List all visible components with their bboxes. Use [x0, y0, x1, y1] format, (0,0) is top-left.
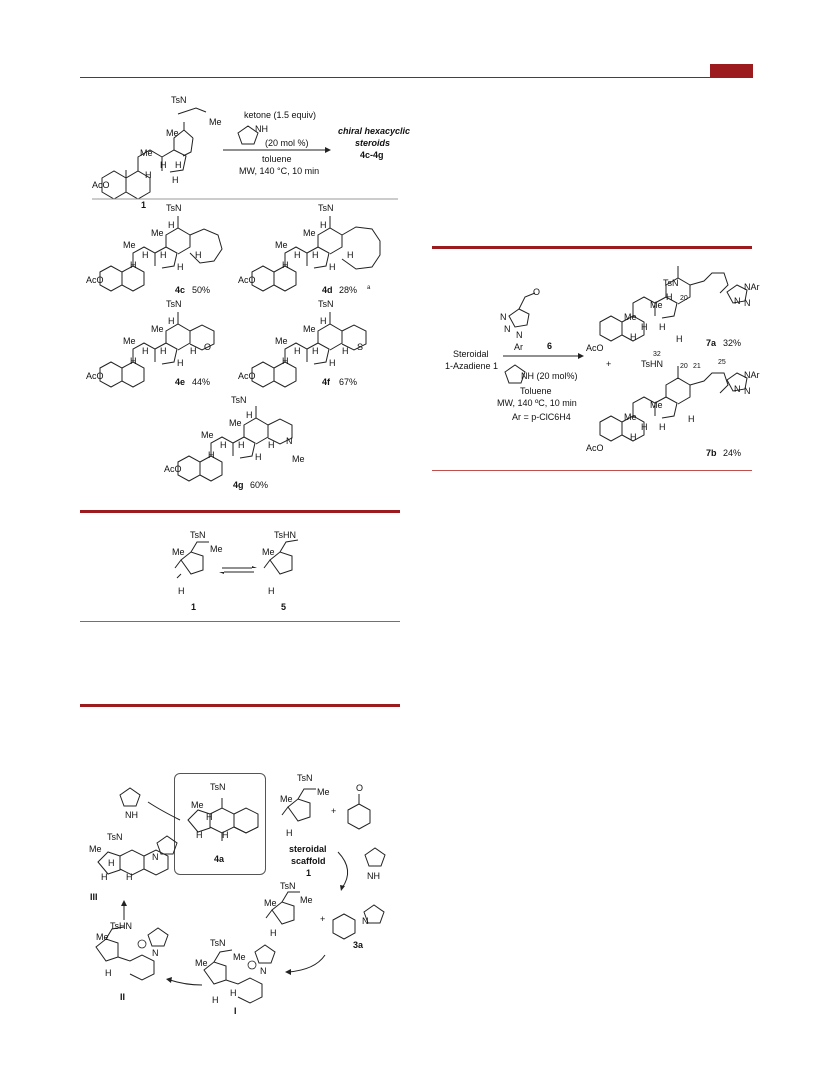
plus-sign: + [320, 914, 326, 924]
n-atom: N [362, 916, 369, 926]
ar-atom: Ar [514, 342, 523, 352]
catalyst-amount: (20 mol %) [265, 138, 309, 148]
me-atom: Me [303, 228, 316, 238]
h-atom: H [105, 968, 112, 978]
h-atom: H [178, 586, 185, 596]
h-atom: H [320, 220, 327, 230]
tsn-atom: TsN [280, 881, 296, 891]
h-atom: H [142, 346, 149, 356]
product-yield-4e: 44% [192, 377, 211, 387]
enamine-label: 3a [353, 940, 364, 950]
scaffold-label: 1 [306, 868, 312, 878]
nh-atom: NH [255, 124, 268, 134]
me-atom: Me [201, 430, 214, 440]
h-atom: H [108, 858, 115, 868]
cyclohexanone-ring [348, 804, 370, 829]
aco-atom: AcO [586, 343, 604, 353]
h-atom: H [666, 292, 673, 302]
aco-atom: AcO [86, 371, 104, 381]
start-material-line1: Steroidal [453, 349, 489, 359]
h-atom: H [641, 322, 648, 332]
locant-25: 25 [718, 359, 726, 366]
tautomer-label-1: 1 [191, 602, 197, 612]
h-atom: H [195, 250, 202, 260]
h-atom: H [130, 356, 137, 366]
intermediate-I-label: I [234, 1006, 237, 1016]
me-atom: Me [650, 400, 663, 410]
me-atom: Me [210, 544, 223, 554]
me-atom: Me [229, 418, 242, 428]
locant-21: 21 [693, 363, 701, 370]
h-atom: H [208, 450, 215, 460]
me-atom: Me [89, 844, 102, 854]
me-atom: Me [317, 787, 330, 797]
me-atom: Me [624, 412, 637, 422]
n-atom: N [504, 324, 511, 334]
n-atom: N [744, 386, 751, 396]
h-atom: H [177, 262, 184, 272]
aco-atom: AcO [238, 371, 256, 381]
pyrrolidine-ring [120, 788, 140, 806]
tsn-atom: TsN [166, 299, 182, 309]
h-atom: H [688, 414, 695, 424]
solvent: toluene [262, 154, 292, 164]
s-atom: S [357, 342, 364, 352]
n-atom: N [734, 384, 741, 394]
tshn-atom: TsHN [274, 530, 296, 540]
h-atom: H [145, 170, 152, 180]
h-atom: H [126, 872, 133, 882]
me-atom: Me [624, 312, 637, 322]
product-id-7b: 7b [706, 448, 717, 458]
product-yield-7a: 32% [723, 338, 742, 348]
product-id-7a: 7a [706, 338, 717, 348]
tsn-atom: TsN [166, 203, 182, 213]
me-atom: Me [264, 898, 277, 908]
me-atom: Me [140, 148, 153, 158]
aco-atom: AcO [92, 180, 110, 190]
h-atom: H [172, 175, 179, 185]
cyclohexene-ring [333, 914, 355, 939]
h-atom: H [329, 358, 336, 368]
product-id-4g: 4g [233, 480, 244, 490]
pyrrolidine-ring [148, 928, 168, 946]
h-atom: H [238, 440, 245, 450]
product-description: chiral hexacyclic [338, 126, 411, 136]
pyrrolidine-ring [255, 945, 275, 963]
h-atom: H [101, 872, 108, 882]
locant-20: 20 [680, 295, 688, 302]
tsn-atom: TsN [318, 299, 334, 309]
positive-charge [138, 940, 146, 948]
h-atom: H [312, 250, 319, 260]
tshn-atom: TsHN [641, 359, 663, 369]
h-atom: H [659, 322, 666, 332]
conditions: MW, 140 ºC, 10 min [497, 398, 577, 408]
h-atom: H [230, 988, 237, 998]
me-atom: Me [280, 794, 293, 804]
nh-atom: NH [125, 810, 138, 820]
me-atom: Me [275, 336, 288, 346]
me-atom: Me [233, 952, 246, 962]
curved-step-arrow [288, 955, 325, 972]
pyrrolidine-ring [365, 848, 385, 866]
h-atom: H [630, 332, 637, 342]
h-atom: H [342, 346, 349, 356]
h-atom: H [294, 346, 301, 356]
tsn-atom: TsN [318, 203, 334, 213]
h-atom: H [312, 346, 319, 356]
n-atom: N [516, 330, 523, 340]
n-atom: N [152, 948, 159, 958]
o-atom: O [356, 783, 364, 793]
tsn-atom: TsN [190, 530, 206, 540]
tsn-atom: TsN [297, 773, 313, 783]
h-atom: H [641, 422, 648, 432]
locant-20: 20 [680, 363, 688, 370]
me-atom: Me [123, 336, 136, 346]
tsn-atom: TsN [107, 832, 123, 842]
n-atom: N [152, 852, 159, 862]
tsn-atom: TsN [231, 395, 247, 405]
h-atom: H [347, 250, 354, 260]
me-atom: Me [209, 117, 222, 127]
aco-atom: AcO [164, 464, 182, 474]
h-atom: H [268, 440, 275, 450]
footnote-a: a [367, 285, 371, 291]
aco-atom: AcO [586, 443, 604, 453]
me-atom: Me [195, 958, 208, 968]
h-atom: H [286, 828, 293, 838]
curved-arrow [148, 802, 180, 820]
h-atom: H [160, 346, 167, 356]
start-material-line2: 1-Azadiene 1 [445, 361, 499, 371]
h-atom: H [220, 440, 227, 450]
h-atom: H [255, 452, 262, 462]
me-atom: Me [96, 932, 109, 942]
h-atom: H [130, 260, 137, 270]
curved-step-arrow [170, 980, 202, 985]
h-atom: H [659, 422, 666, 432]
h-atom: H [222, 830, 229, 840]
h-atom: H [282, 356, 289, 366]
tsn-atom: TsN [210, 938, 226, 948]
o-atom: O [204, 342, 212, 352]
product-range: 4c-4g [360, 150, 384, 160]
product-yield-4c: 50% [192, 285, 211, 295]
h-atom: H [320, 316, 327, 326]
solvent: Toluene [520, 386, 552, 396]
ar-definition: Ar = p-ClC6H4 [512, 412, 571, 422]
h-atom: H [676, 334, 683, 344]
nh-atom: NH [367, 871, 380, 881]
product-4a-label: 4a [214, 854, 225, 864]
me-atom: Me [172, 547, 185, 557]
nar-atom: NAr [744, 282, 760, 292]
me-atom: Me [275, 240, 288, 250]
reagent-6-label: 6 [547, 341, 553, 351]
tsn-atom: TsN [210, 782, 226, 792]
me-atom: Me [303, 324, 316, 334]
product-description-2: steroids [355, 138, 391, 148]
h-atom: H [268, 586, 275, 596]
intermediate-II-label: II [120, 992, 126, 1002]
h-atom: H [177, 358, 184, 368]
product-yield-7b: 24% [723, 448, 742, 458]
me-atom: Me [166, 128, 179, 138]
curved-step-arrow [338, 852, 348, 888]
intermediate-III-label: III [90, 892, 98, 902]
n-atom: N [500, 312, 507, 322]
h-atom: H [246, 410, 253, 420]
positive-charge [248, 961, 256, 969]
h-atom: H [160, 160, 167, 170]
h-atom: H [196, 830, 203, 840]
tsn-atom: TsN [171, 95, 187, 105]
tautomer-label-5: 5 [281, 602, 287, 612]
plus-sign: + [606, 359, 612, 369]
h-atom: H [294, 250, 301, 260]
h-atom: H [175, 160, 182, 170]
plus-sign: + [331, 806, 337, 816]
scaffold-line1: steroidal [289, 844, 327, 854]
me-atom: Me [151, 228, 164, 238]
me-atom: Me [151, 324, 164, 334]
catalyst: NH (20 mol%) [521, 371, 578, 381]
n-atom: N [286, 436, 293, 446]
h-atom: H [168, 316, 175, 326]
h-atom: H [270, 928, 277, 938]
compound-label-1: 1 [141, 200, 147, 210]
scaffold-line2: scaffold [291, 856, 326, 866]
product-id-4f: 4f [322, 377, 331, 387]
me-atom: Me [292, 454, 305, 464]
h-atom: H [160, 250, 167, 260]
product-id-4c: 4c [175, 285, 186, 295]
o-atom: O [533, 287, 541, 297]
me-atom: Me [123, 240, 136, 250]
reagent-ketone: ketone (1.5 equiv) [244, 110, 317, 120]
me-atom: Me [300, 895, 313, 905]
me-atom: Me [650, 300, 663, 310]
h-atom: H [282, 260, 289, 270]
h-atom: H [329, 262, 336, 272]
product-id-4d: 4d [322, 285, 333, 295]
pyrrolidine-ring [157, 836, 177, 854]
product-yield-4g: 60% [250, 480, 269, 490]
n-atom: N [260, 966, 267, 976]
locant-32: 32 [653, 351, 661, 358]
tsn-atom: TsN [663, 278, 679, 288]
h-atom: H [190, 346, 197, 356]
nar-atom: NAr [744, 370, 760, 380]
h-atom: H [168, 220, 175, 230]
tshn-atom: TsHN [110, 921, 132, 931]
n-atom: N [734, 296, 741, 306]
product-yield-4f: 67% [339, 377, 358, 387]
n-atom: N [744, 298, 751, 308]
me-atom: Me [191, 800, 204, 810]
h-atom: H [142, 250, 149, 260]
h-atom: H [212, 995, 219, 1005]
h-atom: H [206, 812, 213, 822]
me-atom: Me [262, 547, 275, 557]
aco-atom: AcO [238, 275, 256, 285]
conditions: MW, 140 °C, 10 min [239, 166, 320, 176]
product-id-4e: 4e [175, 377, 186, 387]
h-atom: H [630, 432, 637, 442]
aco-atom: AcO [86, 275, 104, 285]
azadiene-1-structure [266, 892, 300, 924]
product-yield-4d: 28% [339, 285, 358, 295]
